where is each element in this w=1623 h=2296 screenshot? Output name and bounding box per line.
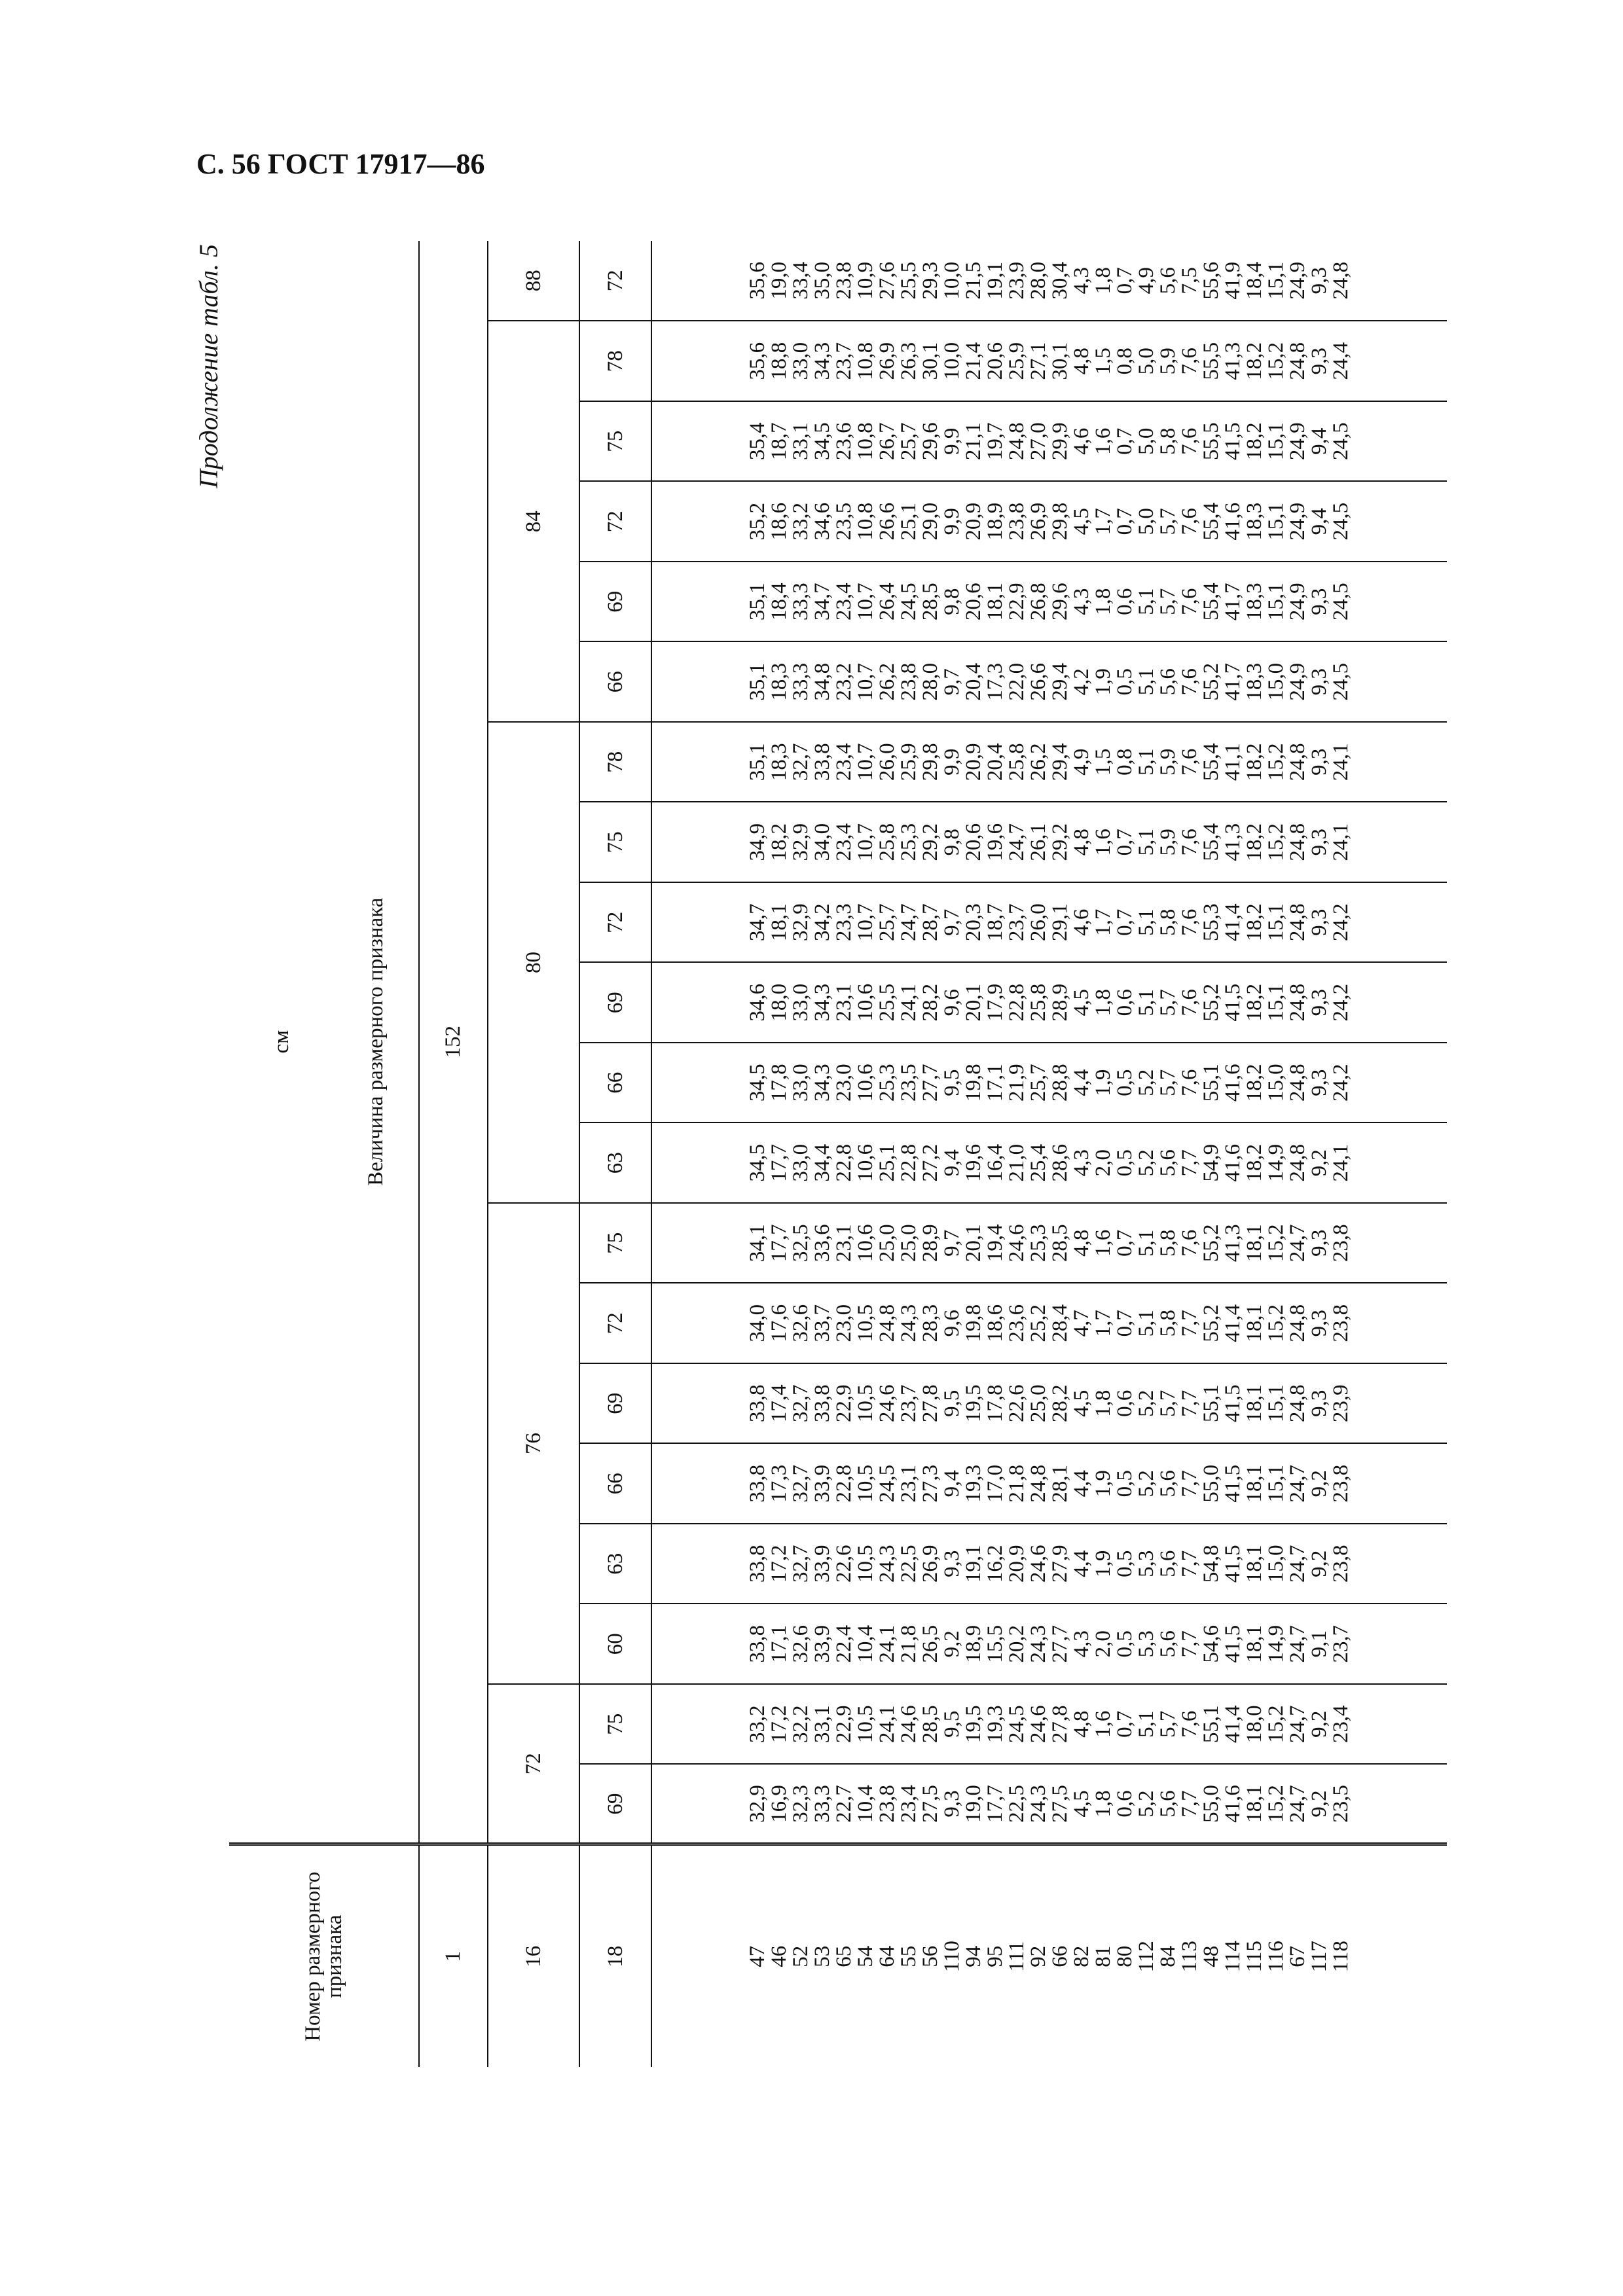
group-header: 84 <box>488 321 579 723</box>
value-column: 34,5 17,7 33,0 34,4 22,8 10,6 25,1 22,8 27,2 9,4 19,6 16,4 21,0 25,4 28,6 4,3 2,0 0,5 5,2 5,6 7,7 54,9 41,6 18,2 14,9 24,8 9,2 24,1 <box>651 1123 1447 1204</box>
sub-header: 72 <box>579 1283 651 1364</box>
sub-header: 72 <box>579 882 651 963</box>
value-header: Величина размерного признака <box>334 241 419 1844</box>
page-header: С. 56 ГОСТ 17917—86 <box>196 148 485 180</box>
value-column: 33,2 17,2 32,2 33,1 22,9 10,5 24,1 24,6 28,5 9,5 19,5 19,3 24,5 24,6 27,8 4,8 1,6 0,7 5,1 5,7 7,6 55,1 41,4 18,0 15,2 24,7 9,2 23,4 <box>651 1684 1447 1765</box>
sub-header: 78 <box>579 722 651 802</box>
value-column: 35,4 18,7 33,1 34,5 23,6 10,8 26,7 25,7 29,6 9,9 21,1 19,7 24,8 27,0 29,9 4,6 1,6 0,7 5,0 5,8 7,6 55,5 41,5 18,2 15,1 24,9 9,4 24,5 <box>651 401 1447 482</box>
row-numbers: 47 46 52 53 65 54 64 55 56 110 94 95 111 92 66 82 81 80 112 84 113 48 114 115 116 67 117 118 <box>651 1844 1447 2067</box>
value-column: 35,1 18,3 33,3 34,8 23,2 10,7 26,2 23,8 28,0 9,7 20,4 17,3 22,0 26,6 29,4 4,2 1,9 0,5 5,1 5,6 7,6 55,2 41,7 18,3 15,0 24,9 9,3 24,5 <box>651 642 1447 723</box>
value-column: 34,1 17,7 32,5 33,6 23,1 10,6 25,0 25,0 28,9 9,7 20,1 19,4 24,6 25,3 28,5 4,8 1,6 0,7 5,1 5,8 7,6 55,2 41,3 18,1 15,2 24,7 9,3 23,8 <box>651 1203 1447 1283</box>
sub-header: 75 <box>579 802 651 883</box>
sub-header: 75 <box>579 1203 651 1283</box>
value-column: 35,1 18,4 33,3 34,7 23,4 10,7 26,4 24,5 28,5 9,8 20,6 18,1 22,9 26,8 29,6 4,3 1,8 0,6 5,1 5,7 7,6 55,4 41,7 18,3 15,1 24,9 9,3 24,5 <box>651 562 1447 642</box>
unit-label: см <box>269 1030 293 1054</box>
value-column: 33,8 17,2 32,7 33,9 22,6 10,5 24,3 22,5 26,9 9,3 19,1 16,2 20,9 24,6 27,9 4,4 1,9 0,5 5,3 5,6 7,7 54,8 41,5 18,1 15,0 24,7 9,2 23,8 <box>651 1524 1447 1604</box>
group-header: 80 <box>488 722 579 1203</box>
rotated-table-block <box>193 241 1447 2067</box>
value-column: 33,8 17,1 32,6 33,9 22,4 10,4 24,1 21,8 26,5 9,2 18,9 15,5 20,2 24,3 27,7 4,3 2,0 0,5 5,3 5,6 7,7 54,6 41,5 18,1 14,9 24,7 9,1 23,7 <box>651 1604 1447 1685</box>
table-continuation-caption: Продолжение табл. 5 <box>194 244 223 489</box>
value-column: 34,5 17,8 33,0 34,3 23,0 10,6 25,3 23,5 27,7 9,5 19,8 17,1 21,9 25,7 28,8 4,4 1,9 0,5 5,2 5,7 7,6 55,1 41,6 18,2 15,0 24,8 9,3 24,2 <box>651 1043 1447 1123</box>
row-label-16: 16 <box>488 1844 579 2067</box>
value-column: 34,0 17,6 32,6 33,7 23,0 10,5 24,8 24,3 28,3 9,6 19,8 18,6 23,6 25,2 28,4 4,7 1,7 0,7 5,1 5,8 7,7 55,2 41,4 18,1 15,2 24,8 9,3 23,8 <box>651 1283 1447 1364</box>
sub-header: 72 <box>579 241 651 321</box>
sub-header: 66 <box>579 642 651 723</box>
row-label-1: 1 <box>419 1844 488 2067</box>
sub-header: 60 <box>579 1604 651 1685</box>
sub-header: 69 <box>579 1363 651 1444</box>
sub-header: 63 <box>579 1524 651 1604</box>
group-header: 72 <box>488 1684 579 1844</box>
value-column: 33,8 17,4 32,7 33,8 22,9 10,5 24,6 23,7 27,8 9,5 19,5 17,8 22,6 25,0 28,2 4,5 1,8 0,6 5,2 5,7 7,7 55,1 41,5 18,1 15,1 24,8 9,3 23,9 <box>651 1363 1447 1444</box>
value-column: 34,6 18,0 33,0 34,3 23,1 10,6 25,5 24,1 28,2 9,6 20,1 17,9 22,8 25,8 28,9 4,5 1,8 0,6 5,1 5,7 7,6 55,2 41,5 18,2 15,1 24,8 9,3 24,2 <box>651 963 1447 1043</box>
size-table <box>229 241 1447 2067</box>
sub-header: 66 <box>579 1444 651 1524</box>
sub-header: 69 <box>579 963 651 1043</box>
sub-header: 75 <box>579 401 651 482</box>
sub-header: 69 <box>579 562 651 642</box>
value-column: 34,9 18,2 32,9 34,0 23,4 10,7 25,8 25,3 29,2 9,8 20,6 19,6 24,7 26,1 29,2 4,8 1,6 0,7 5,1 5,9 7,6 55,4 41,3 18,2 15,2 24,8 9,3 24,1 <box>651 802 1447 883</box>
value-column: 35,6 18,8 33,0 34,3 23,7 10,8 26,9 26,3 30,1 10,0 21,4 20,6 25,9 27,1 30,1 4,8 1,5 0,8 5,0 5,9 7,6 55,5 41,3 18,2 15,2 24,8 9,3 24,4 <box>651 321 1447 402</box>
col-header-label: Номер размерного признака <box>229 1844 419 2067</box>
sub-header: 63 <box>579 1123 651 1204</box>
sub-header: 69 <box>579 1765 651 1845</box>
value-column: 35,6 19,0 33,4 35,0 23,8 10,9 27,6 25,5 29,3 10,0 21,5 19,1 23,9 28,0 30,4 4,3 1,8 0,7 4,9 5,6 7,5 55,6 41,9 18,4 15,1 24,9 9,3 24,8 <box>651 241 1447 321</box>
value-column: 32,9 16,9 32,3 33,3 22,7 10,4 23,8 23,4 27,5 9,3 19,0 17,7 22,5 24,3 27,5 4,5 1,8 0,6 5,2 5,6 7,7 55,0 41,6 18,1 15,2 24,7 9,2 23,5 <box>746 1785 1353 1823</box>
group-header: 76 <box>488 1203 579 1684</box>
sub-header: 72 <box>579 482 651 562</box>
sub-header: 78 <box>579 321 651 402</box>
value-column: 35,1 18,3 32,7 33,8 23,4 10,7 26,0 25,9 29,8 9,9 20,9 20,4 25,8 26,2 29,4 4,9 1,5 0,8 5,1 5,9 7,6 55,4 41,1 18,2 15,2 24,8 9,3 24,1 <box>651 722 1447 802</box>
value-column: 33,8 17,3 32,7 33,9 22,8 10,5 24,5 23,1 27,3 9,4 19,3 17,0 21,8 24,8 28,1 4,4 1,9 0,5 5,2 5,6 7,7 55,0 41,5 18,1 15,1 24,7 9,2 23,8 <box>651 1444 1447 1524</box>
row-label-18: 18 <box>579 1844 651 2067</box>
value-column: 35,2 18,6 33,2 34,6 23,5 10,8 26,6 25,1 29,0 9,9 20,9 18,9 23,8 26,9 29,8 4,5 1,7 0,7 5,0 5,7 7,6 55,4 41,6 18,3 15,1 24,9 9,4 24,5 <box>651 482 1447 562</box>
sub-header: 66 <box>579 1043 651 1123</box>
group-header: 88 <box>488 241 579 321</box>
sub-header: 75 <box>579 1684 651 1765</box>
height-value: 152 <box>419 241 488 1844</box>
value-column: 34,7 18,1 32,9 34,2 23,3 10,7 25,7 24,7 28,7 9,7 20,3 18,7 23,7 26,0 29,1 4,6 1,7 0,7 5,1 5,8 7,6 55,3 41,4 18,2 15,1 24,8 9,3 24,2 <box>651 882 1447 963</box>
